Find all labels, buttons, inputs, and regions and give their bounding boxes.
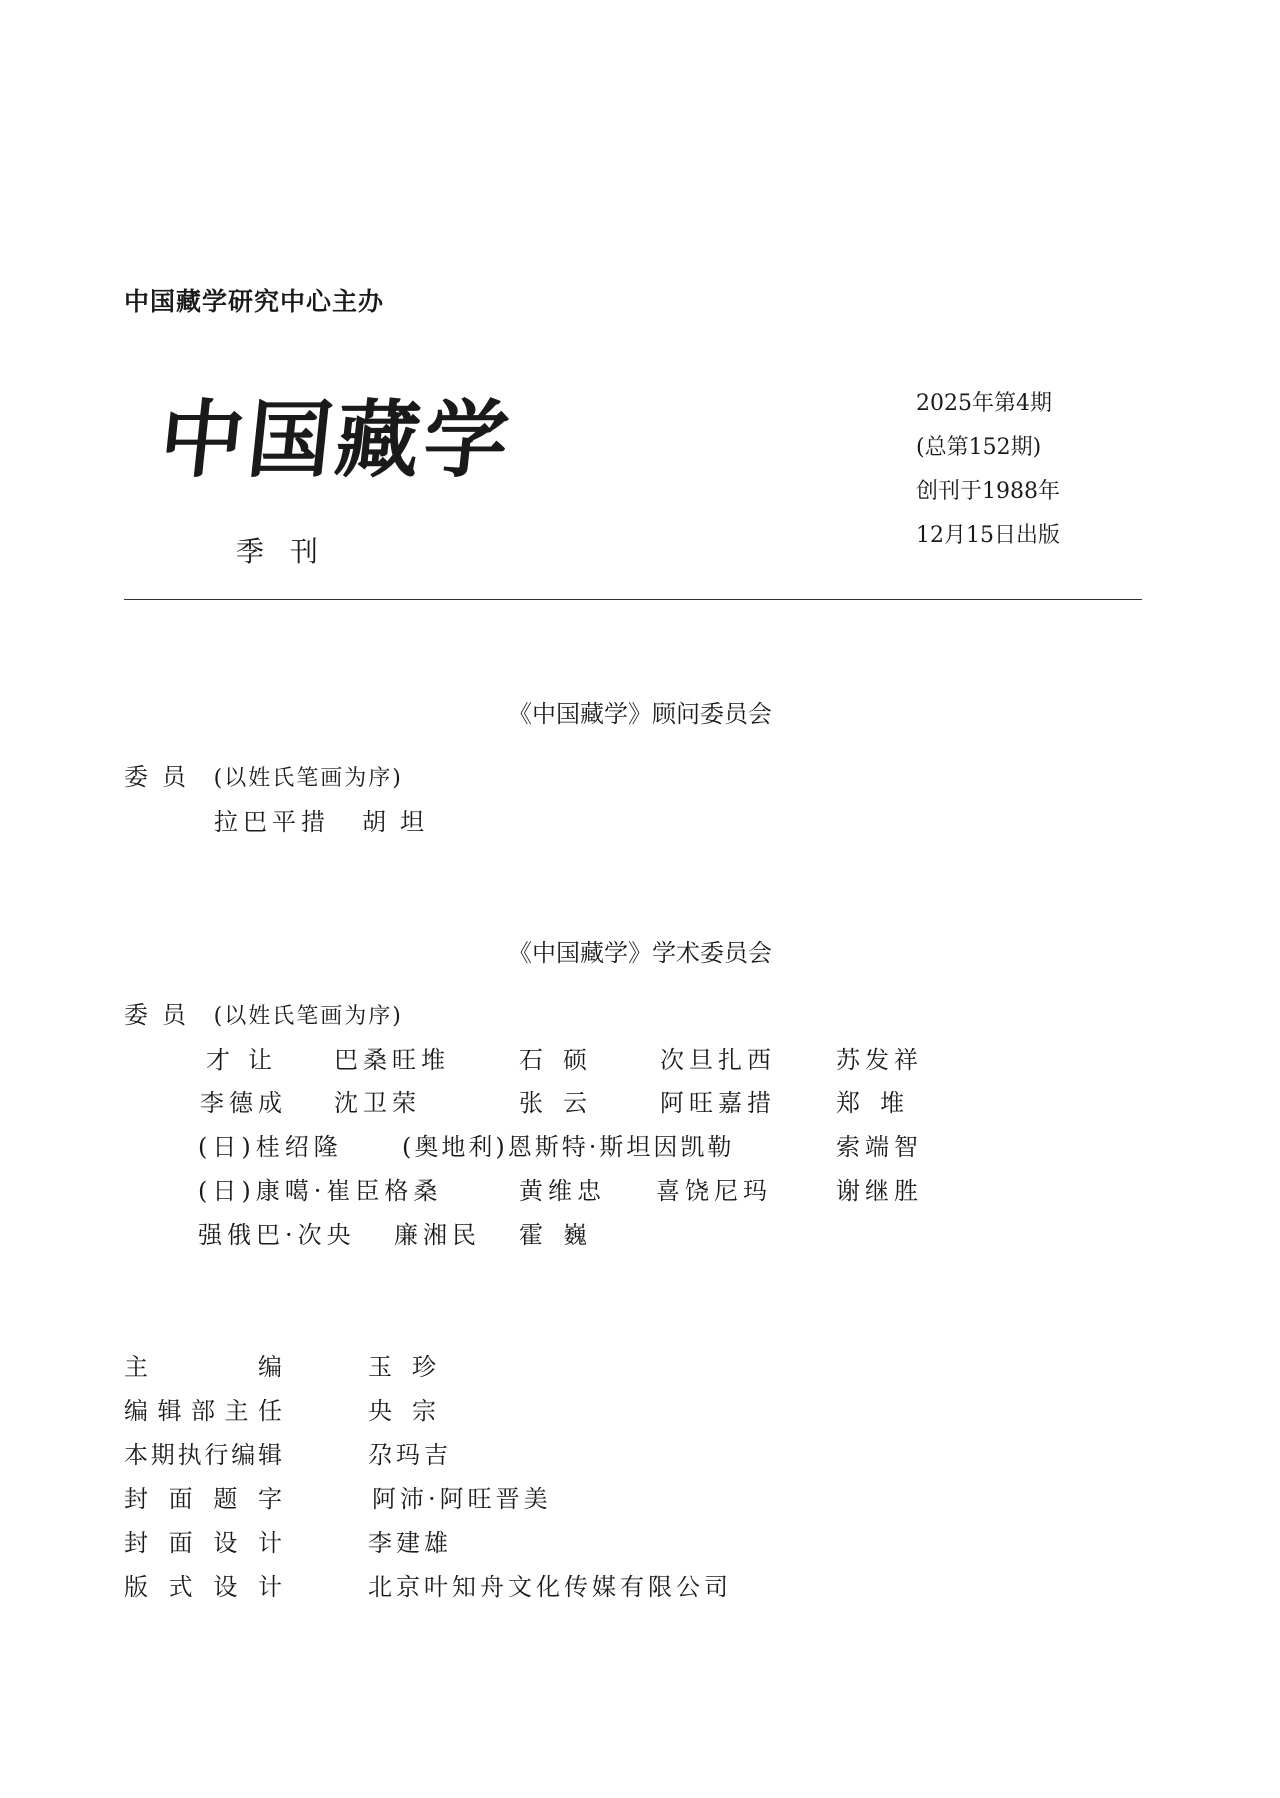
advisory-members-heading xyxy=(124,757,403,792)
staff-label: 编辑部主任 xyxy=(124,1397,282,1425)
staff-value: 央宗 xyxy=(368,1397,456,1425)
member-name: 次旦扎西 xyxy=(660,1046,776,1074)
academic-members-heading xyxy=(124,995,403,1030)
member-name: 喜饶尼玛 xyxy=(656,1177,772,1205)
staff-label: 封面设计 xyxy=(124,1529,282,1557)
member-name: 谢继胜 xyxy=(836,1177,923,1205)
header-divider xyxy=(124,599,1142,600)
issue-total: (总第152期) xyxy=(916,435,1042,460)
member-name: 索端智 xyxy=(836,1133,923,1161)
staff-label: 主编 xyxy=(124,1353,282,1381)
journal-masthead: 中国藏学 xyxy=(154,390,518,489)
staff-label: 版式设计 xyxy=(124,1573,282,1601)
member-name: 沈卫荣 xyxy=(334,1089,421,1117)
member-name: 拉巴平措 xyxy=(214,808,330,836)
members-label: 委员 xyxy=(124,763,200,791)
member-name: 黄维忠 xyxy=(519,1177,606,1205)
sponsor-line: 中国藏学研究中心主办 xyxy=(124,287,385,316)
staff-value: 尕玛吉 xyxy=(368,1441,452,1469)
member-name: (日)康噶·崔臣格桑 xyxy=(198,1177,443,1205)
member-name: (日)桂绍隆 xyxy=(198,1133,343,1161)
staff-label: 封面题字 xyxy=(124,1485,282,1513)
member-name: 才让 xyxy=(206,1046,290,1074)
staff-value: 玉珍 xyxy=(368,1353,456,1381)
academic-committee-title: 《中国藏学》学术委员会 xyxy=(508,939,772,967)
issue-info xyxy=(916,382,1060,558)
advisory-committee-title: 《中国藏学》顾问委员会 xyxy=(508,700,772,728)
member-name: (奥地利)恩斯特·斯坦因凯勒 xyxy=(402,1133,735,1161)
staff-value: 北京叶知舟文化传媒有限公司 xyxy=(368,1573,732,1601)
member-name: 苏发祥 xyxy=(836,1046,923,1074)
member-name: 巴桑旺堆 xyxy=(334,1046,450,1074)
member-name: 阿旺嘉措 xyxy=(660,1089,776,1117)
member-name: 石硕 xyxy=(519,1046,607,1074)
members-label: 委员 xyxy=(124,1001,200,1029)
member-name: 张云 xyxy=(519,1089,607,1117)
publication-date: 12月15日出版 xyxy=(916,523,1060,548)
member-name: 李德成 xyxy=(200,1089,287,1117)
staff-value: 阿沛·阿旺晋美 xyxy=(372,1485,552,1513)
periodical-label: 季刊 xyxy=(236,535,345,568)
founding-year: 创刊于1988年 xyxy=(916,479,1060,504)
order-note: (以姓氏笔画为序) xyxy=(213,1004,403,1029)
member-name: 廉湘民 xyxy=(394,1221,481,1249)
staff-label: 本期执行编辑 xyxy=(124,1441,282,1469)
staff-value: 李建雄 xyxy=(368,1529,452,1557)
member-name: 郑堆 xyxy=(836,1089,924,1117)
issue-number: 2025年第4期 xyxy=(916,391,1052,416)
member-name: 霍巍 xyxy=(519,1221,607,1249)
member-name: 胡坦 xyxy=(362,808,438,836)
member-name: 强俄巴·次央 xyxy=(198,1221,356,1249)
order-note: (以姓氏笔画为序) xyxy=(213,766,403,791)
